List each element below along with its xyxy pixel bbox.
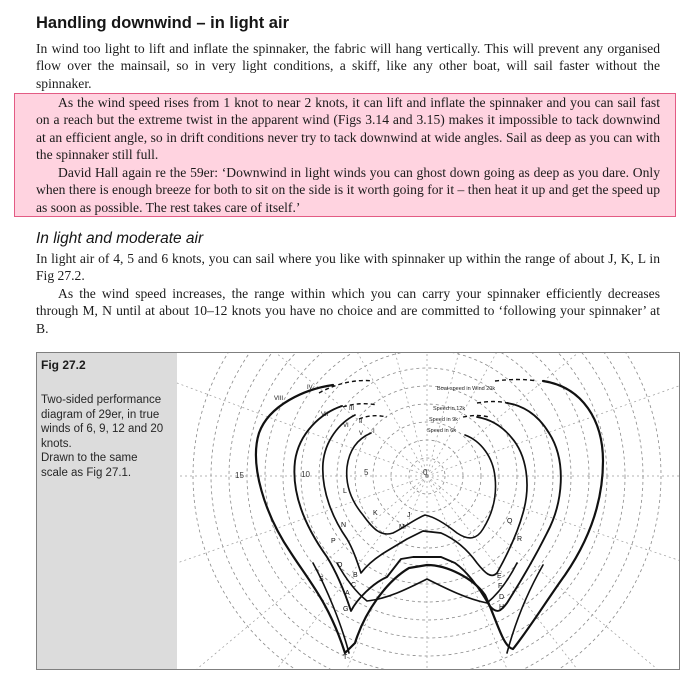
legend-9k: Speed in 9k — [429, 417, 459, 423]
caption-line: knots. — [41, 437, 72, 450]
caption-line: Drawn to the same — [41, 452, 138, 464]
caption-line: winds of 6, 9, 12 and 20 — [41, 423, 164, 435]
label-t: T — [343, 654, 348, 661]
label-f: F — [498, 583, 503, 590]
axis-labels — [235, 468, 428, 480]
legend-20k: Boat speed in Wind 20k — [437, 386, 496, 392]
paragraph-moderate-air: As the wind speed increases, the range within which you can carry your spinnaker efficiently decreases through M, N until at about 10–12 knots you have no choice and are committed to ‘following your spinnaker’ at B. — [36, 286, 660, 336]
section-heading: Handling downwind – in light air — [36, 14, 289, 32]
caption-line: diagram of 29er, in true — [41, 408, 160, 421]
curve-6-knots — [347, 433, 496, 538]
label-iv: IV — [307, 385, 313, 391]
label-q: Q — [507, 518, 513, 525]
polar-performance-diagram — [37, 353, 679, 669]
label-vii: VII — [321, 412, 329, 418]
axis-label-10: 10 — [301, 470, 310, 479]
label-r: R — [517, 536, 523, 543]
label-iii: III — [349, 406, 355, 412]
axis-label-0: 0 — [423, 468, 428, 477]
label-v: V — [359, 431, 364, 437]
legend-6k: Speed in 6k — [427, 428, 457, 434]
label-h: H — [499, 604, 505, 611]
legend-12k: Speed in 12k — [433, 406, 466, 412]
axis-label-5: 5 — [364, 468, 369, 477]
label-a: A — [345, 590, 350, 597]
label-p: P — [331, 538, 336, 545]
highlighted-paragraph-2: David Hall again re the 59er: ‘Downwind in light winds you can ghost down going as deep as you dare. Only when there is enough breeze for both to sit on the side is it worth going for it – then heat it up and get the speed up as soon as possible. The rest takes care of itself.’ — [36, 165, 660, 215]
caption-line: Two-sided performance — [41, 394, 162, 406]
figure-27-2 — [36, 352, 680, 670]
label-c: C — [351, 582, 357, 589]
paragraph-light-air: In light air of 4, 5 and 6 knots, you can sail where you like with spinnaker up within the range of about J, K, L in Fig 27.2. — [36, 251, 660, 284]
section-subheading: In light and moderate air — [36, 230, 204, 247]
label-g: G — [343, 606, 349, 613]
label-s: S — [319, 576, 324, 583]
diagram-radials — [177, 353, 679, 669]
label-vi: VI — [343, 423, 349, 429]
curve-dashes — [319, 380, 537, 420]
label-viii: VIII — [274, 396, 284, 402]
label-n: N — [341, 522, 347, 529]
axis-label-15: 15 — [235, 471, 244, 480]
label-l: L — [343, 488, 347, 495]
label-o: O — [337, 562, 343, 569]
roman-labels — [274, 385, 375, 437]
label-k: K — [373, 510, 378, 517]
caption-line: scale as Fig 27.1. — [41, 466, 132, 479]
label-d: D — [499, 594, 505, 601]
legend-labels — [427, 386, 495, 434]
figure-label: Fig 27.2 — [41, 358, 86, 372]
label-b: B — [353, 572, 358, 579]
label-ii: II — [359, 419, 363, 425]
highlighted-paragraph-1: As the wind speed rises from 1 knot to near 2 knots, it can lift and inflate the spinnaker and you can sail fast on a reach but the extreme twist in the apparent wind (Figs 3.14 and 3.15) makes it impossible to tack downwind at an efficient angle, so in drift conditions never try to tack downwind at wide angles. Sail as deep as you can with the spinnaker still full. — [36, 95, 660, 163]
label-m: M — [399, 524, 405, 531]
intro-paragraph: In wind too light to lift and inflate the spinnaker, the fabric will hang vertically. This will prevent any organised flow over the mainsail, so in very light conditions, a skiff, like any other boat, will sail faster without the spinnaker. — [36, 41, 660, 91]
label-i: I — [373, 429, 375, 435]
label-e: E — [497, 573, 502, 580]
label-j: J — [407, 512, 411, 519]
